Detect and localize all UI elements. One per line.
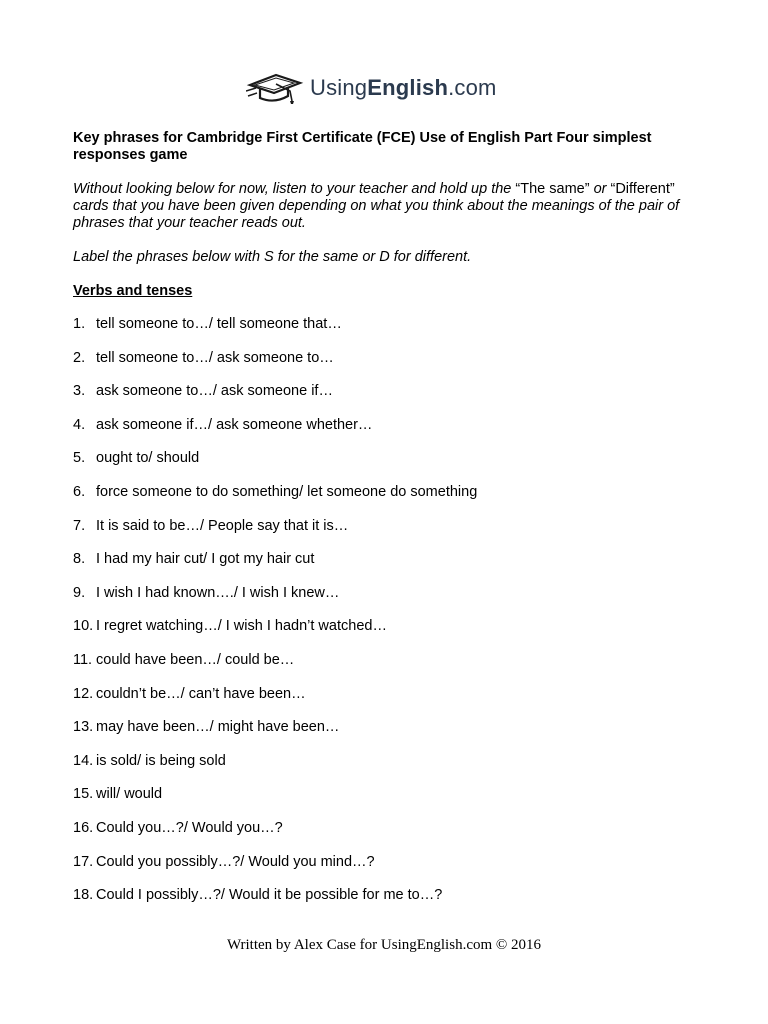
phrase-text: tell someone to…/ ask someone to… xyxy=(96,349,334,366)
phrase-item xyxy=(73,854,375,871)
phrase-text: It is said to be…/ People say that it is… xyxy=(96,517,349,534)
phrase-number: 9. xyxy=(73,584,86,601)
quote-the-same: “The same” xyxy=(515,181,590,197)
phrase-number: 6. xyxy=(73,484,86,500)
phrase-item xyxy=(73,585,339,602)
phrase-text: will/ would xyxy=(96,786,163,803)
phrase-text: tell someone to…/ tell someone that… xyxy=(96,316,342,332)
phrase-number: 3. xyxy=(73,383,86,400)
site-logo xyxy=(246,70,497,106)
phrase-number: 5. xyxy=(73,450,86,467)
phrase-item xyxy=(73,652,294,669)
phrase-item xyxy=(73,518,348,535)
phrase-text: Could I possibly…?/ Would it be possible for me to…? xyxy=(96,887,443,904)
phrase-number: 12. xyxy=(73,685,94,702)
phrase-text: force someone to do something/ let someone do something xyxy=(96,484,478,500)
phrase-text: Could you…?/ Would you…? xyxy=(96,820,283,836)
phrase-item xyxy=(73,618,387,635)
phrase-item xyxy=(73,484,477,501)
phrase-item xyxy=(73,450,199,467)
phrase-text: I regret watching…/ I wish I hadn’t watched… xyxy=(96,618,387,635)
phrase-text: I had my hair cut/ I got my hair cut xyxy=(96,551,315,568)
phrase-item xyxy=(73,753,226,770)
phrase-text: is sold/ is being sold xyxy=(96,752,226,769)
phrase-number: 14. xyxy=(73,752,94,769)
phrase-number: 11. xyxy=(73,652,93,668)
phrase-number: 7. xyxy=(73,517,86,534)
intro-part-1: Without looking below for now, listen to your teacher and hold up the xyxy=(73,181,516,197)
phrase-text: couldn’t be…/ can’t have been… xyxy=(96,685,306,702)
phrase-number: 13. xyxy=(73,719,94,736)
footer-credit: Written by Alex Case for UsingEnglish.com © 2016 xyxy=(226,937,542,953)
phrase-number: 15. xyxy=(73,786,94,803)
mortarboard-icon xyxy=(246,71,304,105)
brand-prefix: Using xyxy=(310,75,368,100)
worksheet-body xyxy=(73,130,713,300)
intro-instructions xyxy=(73,181,713,232)
phrase-text: Could you possibly…?/ Would you mind…? xyxy=(96,853,375,870)
phrase-number: 10. xyxy=(73,618,94,635)
phrase-number: 17. xyxy=(73,853,94,870)
phrase-item xyxy=(73,686,306,703)
phrase-text: ask someone to…/ ask someone if… xyxy=(96,383,333,400)
phrase-item xyxy=(73,786,162,803)
phrase-number: 18. xyxy=(73,887,94,904)
brand-bold: English xyxy=(367,75,449,100)
phrase-item xyxy=(73,350,334,367)
phrase-item xyxy=(73,820,283,837)
intro-part-3: cards that you have been given depending on what you think about the meanings of the pair of phrases that your teacher reads out. xyxy=(73,198,680,231)
phrase-number: 8. xyxy=(73,551,86,568)
phrase-item xyxy=(73,316,342,333)
section-heading: Verbs and tenses xyxy=(73,283,193,299)
phrase-number: 4. xyxy=(73,416,86,433)
phrase-text: I wish I had known…./ I wish I knew… xyxy=(96,584,340,601)
quote-different: “Different” xyxy=(610,181,675,197)
label-instruction: Label the phrases below with S for the same or D for different. xyxy=(73,249,472,265)
phrase-item xyxy=(73,383,333,400)
brand-name xyxy=(310,77,497,99)
phrase-text: may have been…/ might have been… xyxy=(96,719,340,736)
phrase-number: 2. xyxy=(73,349,86,366)
phrase-item xyxy=(73,887,442,904)
phrase-number: 1. xyxy=(73,316,86,332)
phrase-number: 16. xyxy=(73,820,94,836)
worksheet-title: Key phrases for Cambridge First Certificate (FCE) Use of English Part Four simplest responses game xyxy=(73,130,652,163)
intro-part-2: or xyxy=(589,181,611,197)
phrase-text: ought to/ should xyxy=(96,450,200,467)
brand-suffix: .com xyxy=(448,75,497,100)
phrase-text: ask someone if…/ ask someone whether… xyxy=(96,416,373,433)
phrase-text: could have been…/ could be… xyxy=(96,652,295,668)
phrase-item xyxy=(73,551,314,568)
phrase-item xyxy=(73,417,372,434)
phrase-item xyxy=(73,719,339,736)
